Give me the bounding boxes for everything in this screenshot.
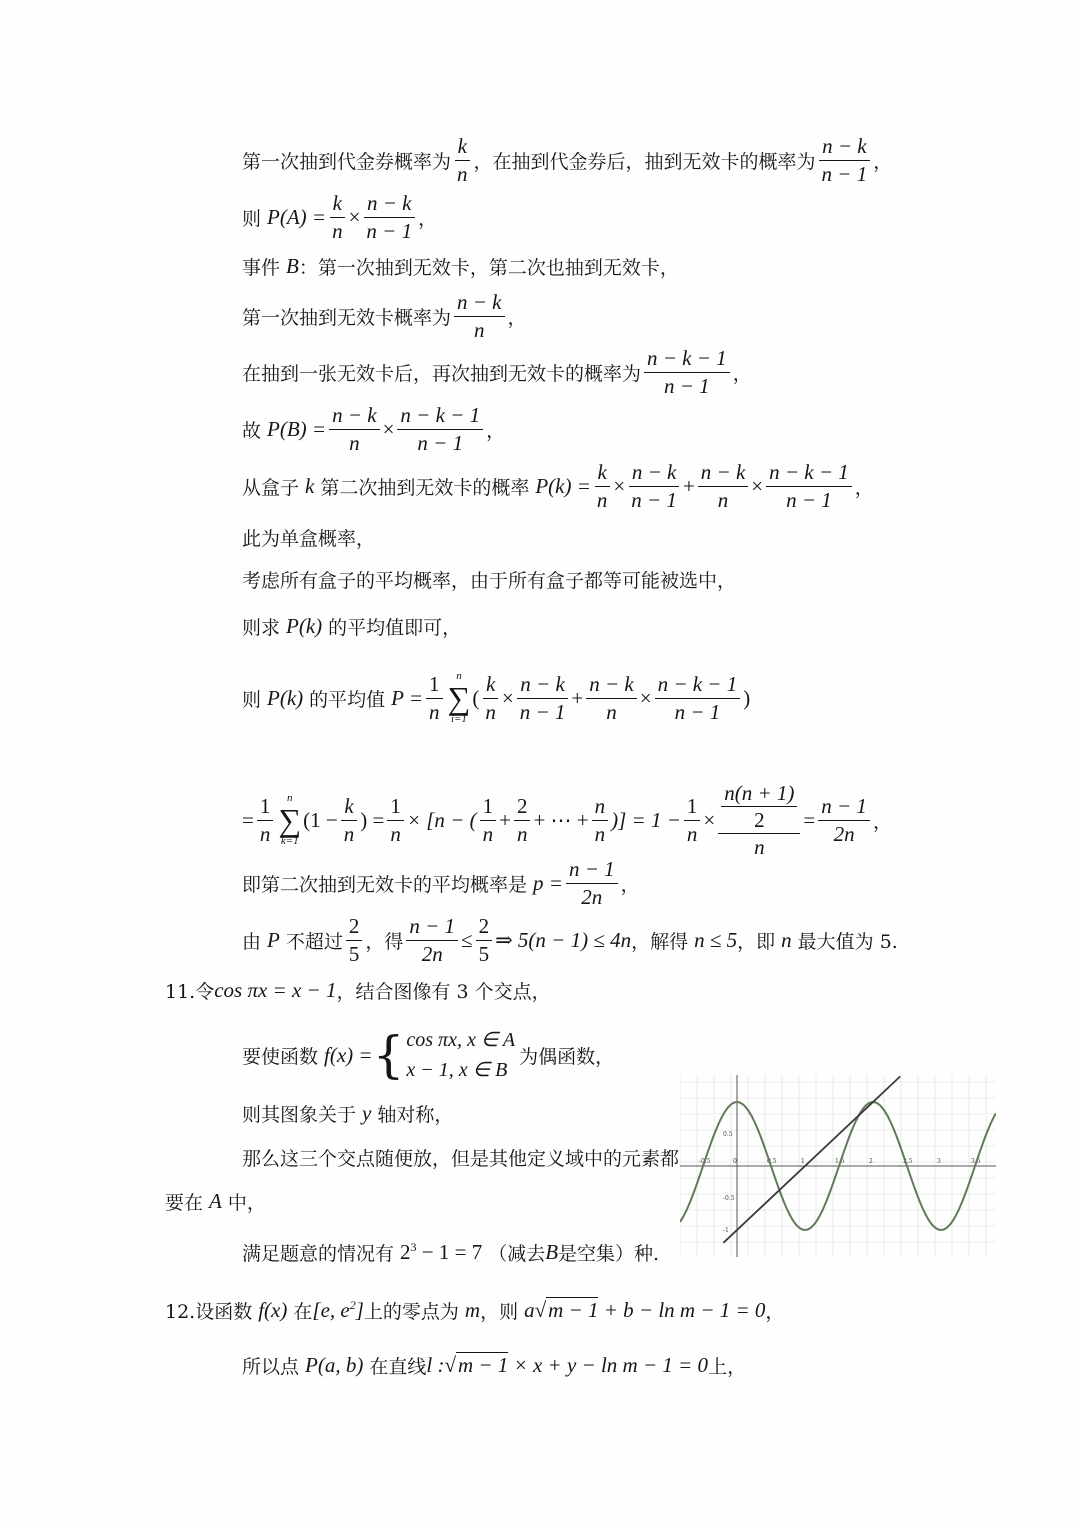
math: × xyxy=(348,204,361,229)
math: y xyxy=(362,1100,372,1125)
fraction: $\frac{n - 1}{2n}$ xyxy=(818,793,870,847)
text: ， xyxy=(732,362,752,385)
text: 考虑所有盒子的平均概率，由于所有盒子都等可能被选中， xyxy=(242,569,737,592)
math: × xyxy=(613,473,626,498)
y-tick-label: 0.5 xyxy=(723,1131,733,1138)
math: m xyxy=(464,1297,481,1322)
fraction: $\frac{n - k}{n}$ xyxy=(329,402,380,456)
text: 即第二次抽到无效卡的平均概率是 xyxy=(242,873,528,896)
line-15 xyxy=(165,960,551,1020)
math: )] = 1 − xyxy=(611,807,681,832)
text: ，解得 xyxy=(631,930,689,953)
text: 的平均值 xyxy=(309,688,386,711)
line-11 xyxy=(242,668,750,728)
fraction: $\frac{n - k}{n - 1}$ xyxy=(819,133,871,187)
fraction: $\frac{n - 1}{2n}$ xyxy=(566,856,618,910)
math: [e, $e^2$] xyxy=(312,1297,364,1322)
text: ， xyxy=(872,810,892,833)
sigma-symbol: n ∑ i=1 xyxy=(447,670,471,725)
math: + xyxy=(499,807,511,832)
x-tick-label: 2 xyxy=(869,1158,873,1165)
text: 中， xyxy=(227,1191,266,1214)
math: ≤ xyxy=(461,927,473,952)
math: + ⋯ + xyxy=(533,807,589,832)
text: 为偶函数， xyxy=(519,1045,615,1068)
text: ， xyxy=(486,419,506,442)
math: cos πx = x − 1 xyxy=(214,977,337,1002)
piecewise-cases: cos πx, x ∈ A x − 1, x ∈ B xyxy=(406,1029,516,1081)
text: ， xyxy=(620,873,640,896)
math: + xyxy=(571,685,584,710)
text: 上， xyxy=(708,1355,747,1378)
math: B xyxy=(545,1239,559,1264)
fraction: $\frac{2}{5}$ xyxy=(476,913,493,967)
fraction: $\frac{1}{n}$ xyxy=(387,793,404,847)
math: n xyxy=(781,927,792,952)
line-10 xyxy=(242,596,461,656)
math: k xyxy=(305,473,315,498)
fraction: $\frac{n - k}{n}$ xyxy=(698,459,749,513)
text: 则 xyxy=(242,688,262,711)
math: l :√m − 1 × x + y − ln m − 1 = 0 xyxy=(426,1352,709,1377)
x-tick-label: 1.5 xyxy=(835,1158,845,1165)
tick-labels xyxy=(699,1131,981,1234)
text: 在 xyxy=(293,1300,313,1323)
math: × xyxy=(703,807,716,832)
math: P(B) = xyxy=(267,416,327,441)
math: P(A) = xyxy=(267,204,327,229)
line-22 xyxy=(242,1335,746,1395)
line-1 xyxy=(242,130,892,190)
text: 从盒子 xyxy=(242,476,300,499)
line-21 xyxy=(165,1280,784,1340)
math: n ≤ 5 xyxy=(694,927,738,952)
text: 事件 xyxy=(242,256,281,279)
math: × xyxy=(639,685,652,710)
text: ， xyxy=(507,306,527,329)
text: 在直线 xyxy=(369,1355,427,1378)
fraction: $\frac{k}{n}$ xyxy=(341,793,358,847)
fraction: $\frac{n - k - 1}{n - 1}$ xyxy=(655,671,741,725)
fraction: $\frac{n - k - 1}{n - 1}$ xyxy=(397,402,483,456)
text: 的平均值即可， xyxy=(328,616,462,639)
text: 故 xyxy=(242,419,262,442)
text: ，即 xyxy=(737,930,776,953)
fraction: $\frac{2}{5}$ xyxy=(346,913,363,967)
x-tick-label: 2.5 xyxy=(903,1158,913,1165)
text: ， xyxy=(765,1300,785,1323)
text: ，则 xyxy=(480,1300,519,1323)
text: 不超过 xyxy=(285,930,343,953)
x-tick-label: 3 xyxy=(937,1158,941,1165)
math: (1 − xyxy=(303,807,338,832)
fraction: $\frac{2}{n}$ xyxy=(514,793,531,847)
math: ) xyxy=(743,685,751,710)
text: 此为单盒概率， xyxy=(242,527,376,550)
fraction: $\frac{k}{n}$ xyxy=(454,133,471,187)
text: ， xyxy=(418,207,438,230)
fraction: $\frac{n - k}{n}$ xyxy=(586,671,637,725)
math: P = xyxy=(391,685,424,710)
math: f(x) xyxy=(258,1297,288,1322)
nested-fraction: $\frac{\frac{n(n + 1)}{2}}{n}$ xyxy=(718,780,800,861)
text: 要在 xyxy=(165,1191,204,1214)
math: × [n − ( xyxy=(406,807,477,832)
line-16 xyxy=(242,1020,614,1090)
line-5 xyxy=(242,342,752,402)
text: 11.令 xyxy=(165,980,215,1003)
text: ， xyxy=(873,150,893,173)
text: 在抽到一张无效卡后，再次抽到无效卡的概率为 xyxy=(242,362,642,385)
text: 则其图象关于 xyxy=(242,1103,357,1126)
math: ⇒ 5(n − 1) ≤ 4n xyxy=(495,927,632,952)
text: 上的零点为 xyxy=(363,1300,459,1323)
text: 要使函数 xyxy=(242,1045,319,1068)
fraction: $\frac{n - k - 1}{n - 1}$ xyxy=(644,345,730,399)
math: ) = xyxy=(360,807,385,832)
text: （减去 xyxy=(488,1242,546,1265)
math: P(k) xyxy=(267,685,304,710)
text: 是空集）种. xyxy=(558,1242,660,1265)
line-20 xyxy=(242,1222,659,1282)
math: × xyxy=(751,473,764,498)
math: a√m − 1 + b − ln m − 1 = 0 xyxy=(524,1297,766,1322)
text: 由 xyxy=(242,930,262,953)
line-18 xyxy=(242,1127,679,1187)
math: A xyxy=(209,1188,222,1213)
text: 第二次抽到无效卡的概率 xyxy=(320,476,530,499)
math: = xyxy=(803,807,816,832)
text: ，得 xyxy=(365,930,404,953)
math: × xyxy=(501,685,514,710)
math: P xyxy=(267,927,280,952)
fraction: $\frac{1}{n}$ xyxy=(480,793,497,847)
fraction: $\frac{n - k}{n - 1}$ xyxy=(363,190,415,244)
x-tick-label: -0.5 xyxy=(699,1158,711,1165)
math: f(x) = xyxy=(324,1042,373,1067)
text: ， xyxy=(854,476,874,499)
math: p = xyxy=(533,870,563,895)
math: + xyxy=(682,473,695,498)
line-6 xyxy=(242,399,505,459)
text: 最大值为 5. xyxy=(797,930,898,953)
math: × xyxy=(382,416,395,441)
fraction: $\frac{1}{n}$ xyxy=(684,793,701,847)
math: P(a, b) xyxy=(305,1352,364,1377)
x-tick-label: 1 xyxy=(801,1158,805,1165)
x-tick-label: 0.5 xyxy=(767,1158,777,1165)
line-13 xyxy=(242,853,640,913)
text: 12.设函数 xyxy=(165,1300,253,1323)
math: B xyxy=(286,253,299,278)
text: ：第一次抽到无效卡，第二次也抽到无效卡， xyxy=(298,256,679,279)
line-12 xyxy=(242,775,892,865)
function-graph xyxy=(680,1075,996,1257)
x-tick-label: 0 xyxy=(733,1158,737,1165)
math: ( xyxy=(472,685,480,710)
fraction: $\frac{n - 1}{2n}$ xyxy=(406,913,458,967)
line-4 xyxy=(242,286,527,346)
math: $2^3 - 1 = 7$ xyxy=(400,1239,483,1264)
fraction: $\frac{n - k - 1}{n - 1}$ xyxy=(766,459,852,513)
x-tick-label: 3.5 xyxy=(971,1158,981,1165)
text: 则求 xyxy=(242,616,281,639)
text: ，在抽到代金券后，抽到无效卡的概率为 xyxy=(473,150,816,173)
linear-function-line xyxy=(723,1076,900,1242)
fraction: $\frac{k}{n}$ xyxy=(329,190,346,244)
fraction: $\frac{1}{n}$ xyxy=(257,793,274,847)
math: P(k) = xyxy=(535,473,591,498)
text: 满足题意的情况有 xyxy=(242,1242,395,1265)
text: 第一次抽到代金券概率为 xyxy=(242,150,452,173)
sigma-symbol: n ∑ k=1 xyxy=(278,792,302,847)
left-brace-icon: { xyxy=(372,1026,405,1084)
text: 则 xyxy=(242,207,262,230)
math: = xyxy=(242,807,254,832)
text: 第一次抽到无效卡概率为 xyxy=(242,306,452,329)
y-tick-label: -1 xyxy=(723,1227,729,1234)
fraction: $\frac{k}{n}$ xyxy=(482,671,499,725)
fraction: $\frac{k}{n}$ xyxy=(594,459,611,513)
math: P(k) xyxy=(286,613,323,638)
y-tick-label: -0.5 xyxy=(723,1195,735,1202)
fraction: $\frac{1}{n}$ xyxy=(426,671,443,725)
text: 轴对称， xyxy=(377,1103,454,1126)
text: 所以点 xyxy=(242,1355,300,1378)
fraction: $\frac{n - k}{n}$ xyxy=(454,289,505,343)
fraction: $\frac{n}{n}$ xyxy=(592,793,609,847)
fraction: $\frac{n - k}{n - 1}$ xyxy=(628,459,680,513)
text: ，结合图像有 3 个交点， xyxy=(336,980,551,1003)
fraction: $\frac{n - k}{n - 1}$ xyxy=(517,671,569,725)
text: 那么这三个交点随便放，但是其他定义域中的元素都 xyxy=(242,1147,680,1170)
